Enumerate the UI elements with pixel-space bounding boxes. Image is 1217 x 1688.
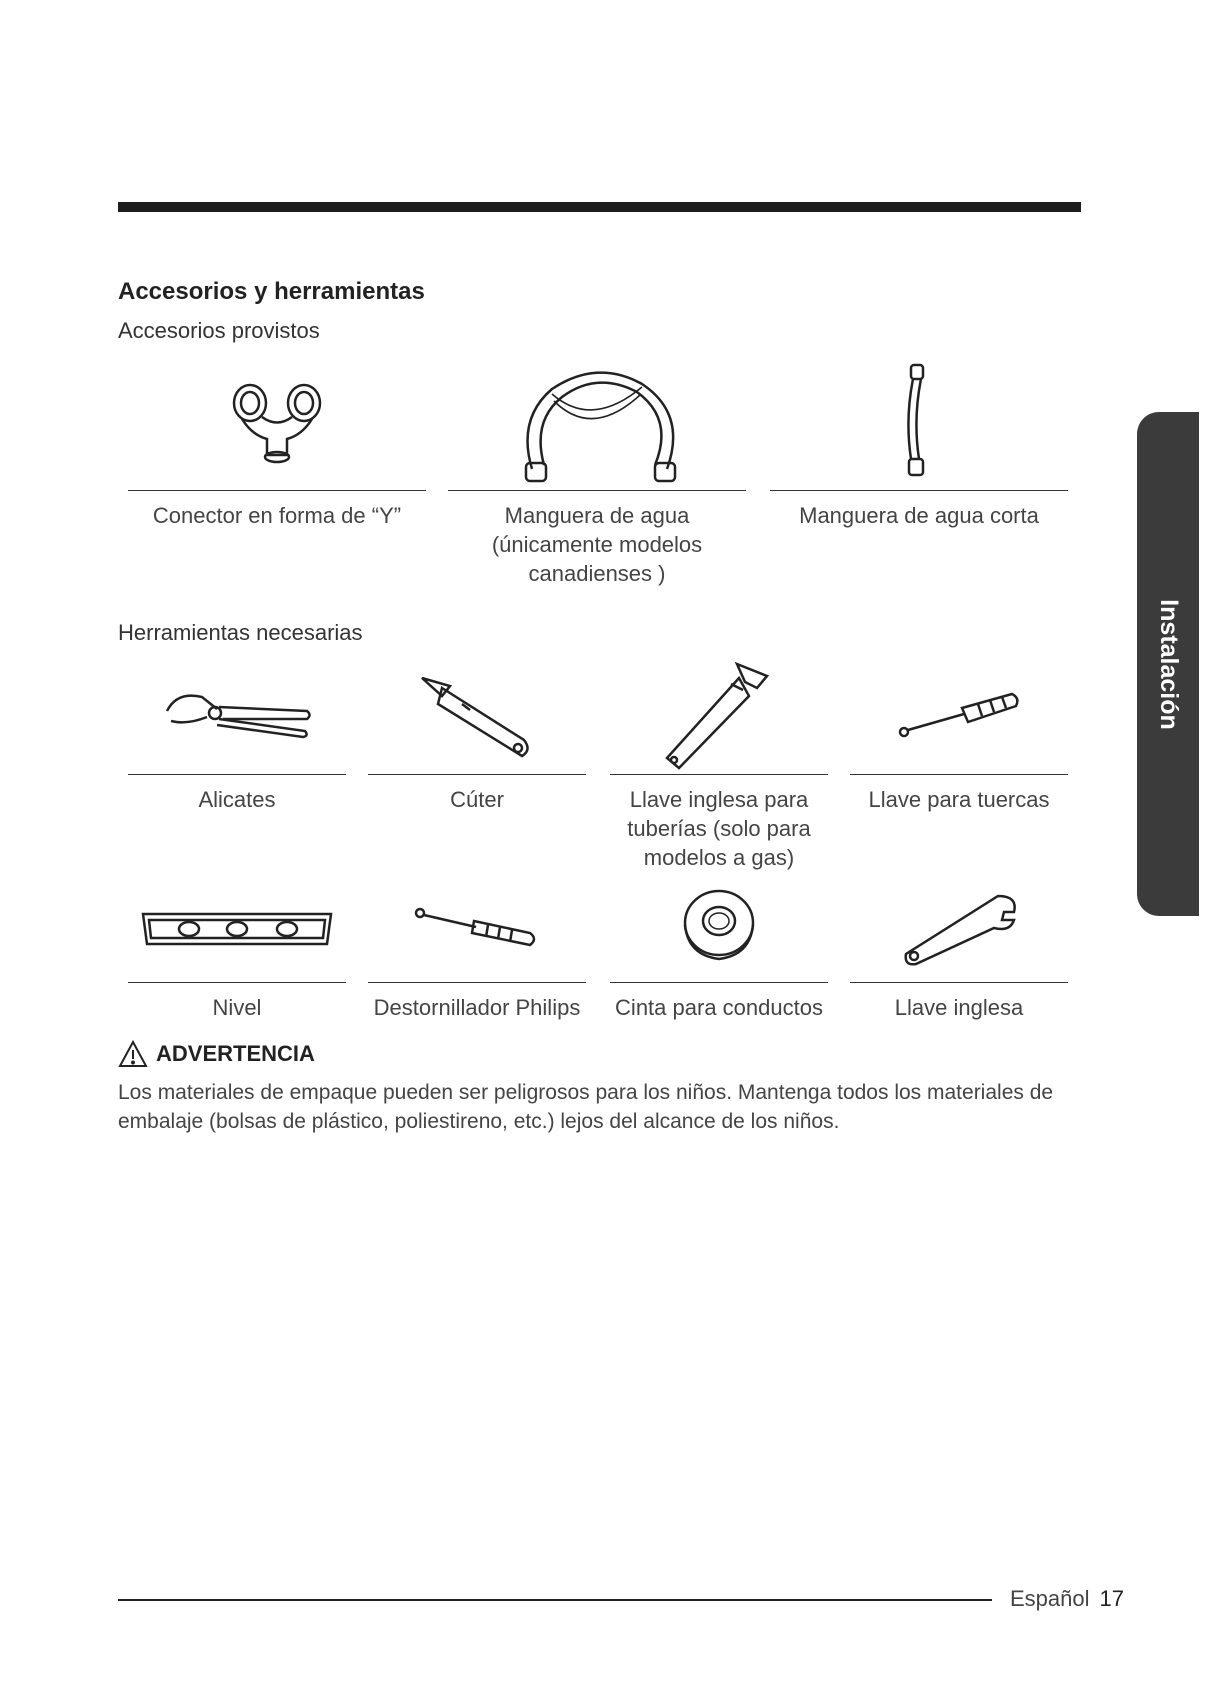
accessory-label: Manguera de agua corta bbox=[799, 503, 1039, 528]
warning-triangle-icon bbox=[118, 1040, 148, 1068]
water-hose-icon bbox=[448, 358, 746, 488]
tool-label: Llave inglesa bbox=[894, 995, 1024, 1020]
divider-line bbox=[850, 774, 1068, 775]
page-number: 17 bbox=[1099, 1586, 1124, 1611]
warning-header bbox=[118, 1040, 315, 1068]
divider-line bbox=[368, 774, 586, 775]
tool-label: Llave inglesa para tuberías (solo para modelos a gas) bbox=[627, 787, 811, 870]
section-title: Accesorios y herramientas bbox=[118, 278, 425, 305]
side-tab-label: Instalación bbox=[1154, 598, 1183, 730]
divider-line bbox=[368, 982, 586, 983]
divider-line bbox=[610, 774, 828, 775]
tool-nut-driver bbox=[850, 660, 1068, 814]
level-icon bbox=[128, 880, 346, 980]
header-rule bbox=[118, 202, 1081, 212]
divider-line bbox=[850, 982, 1068, 983]
duct-tape-icon bbox=[610, 880, 828, 980]
accessory-short-water-hose bbox=[770, 358, 1068, 530]
tool-label: Nivel bbox=[212, 995, 262, 1020]
tool-label: Destornillador Philips bbox=[373, 995, 581, 1020]
pipe-wrench-icon bbox=[610, 660, 828, 772]
tool-label: Cinta para conductos bbox=[615, 995, 823, 1020]
divider-line bbox=[770, 490, 1068, 491]
nut-driver-icon bbox=[850, 660, 1068, 772]
footer-rule bbox=[118, 1599, 992, 1601]
tool-utility-knife bbox=[368, 660, 586, 814]
tool-phillips-screwdriver bbox=[368, 880, 586, 1022]
warning-text: Los materiales de empaque pueden ser peligrosos para los niños. Mantenga todos los materiales de embalaje (bolsas de plástico, poliestireno, etc.) lejos del alcance de los niños. bbox=[118, 1081, 1054, 1133]
tool-wrench bbox=[850, 880, 1068, 1022]
tool-level bbox=[128, 880, 346, 1022]
tool-pipe-wrench bbox=[610, 660, 828, 872]
warning-title: ADVERTENCIA bbox=[156, 1041, 315, 1066]
tool-duct-tape bbox=[610, 880, 828, 1022]
short-water-hose-icon bbox=[770, 358, 1068, 488]
phillips-screwdriver-icon bbox=[368, 880, 586, 980]
divider-line bbox=[448, 490, 746, 491]
tool-label: Cúter bbox=[450, 787, 504, 812]
tools-heading: Herramientas necesarias bbox=[118, 620, 363, 645]
footer-language: Español bbox=[1010, 1586, 1090, 1611]
divider-line bbox=[610, 982, 828, 983]
tool-pliers bbox=[128, 660, 346, 814]
accessory-y-connector bbox=[128, 358, 426, 530]
side-tab-instalacion bbox=[1137, 412, 1199, 916]
divider-line bbox=[128, 774, 346, 775]
tool-label: Alicates bbox=[198, 787, 276, 812]
tool-label: Llave para tuercas bbox=[868, 787, 1050, 812]
accessory-label: Manguera de agua (únicamente modelos canadienses ) bbox=[491, 503, 703, 586]
wrench-icon bbox=[850, 880, 1068, 980]
utility-knife-icon bbox=[368, 660, 586, 772]
divider-line bbox=[128, 982, 346, 983]
footer bbox=[1010, 1586, 1124, 1612]
pliers-icon bbox=[128, 660, 346, 772]
y-connector-icon bbox=[128, 358, 426, 488]
accessory-water-hose bbox=[448, 358, 746, 588]
accessories-heading: Accesorios provistos bbox=[118, 318, 320, 343]
accessory-label: Conector en forma de “Y” bbox=[152, 503, 402, 528]
divider-line bbox=[128, 490, 426, 491]
